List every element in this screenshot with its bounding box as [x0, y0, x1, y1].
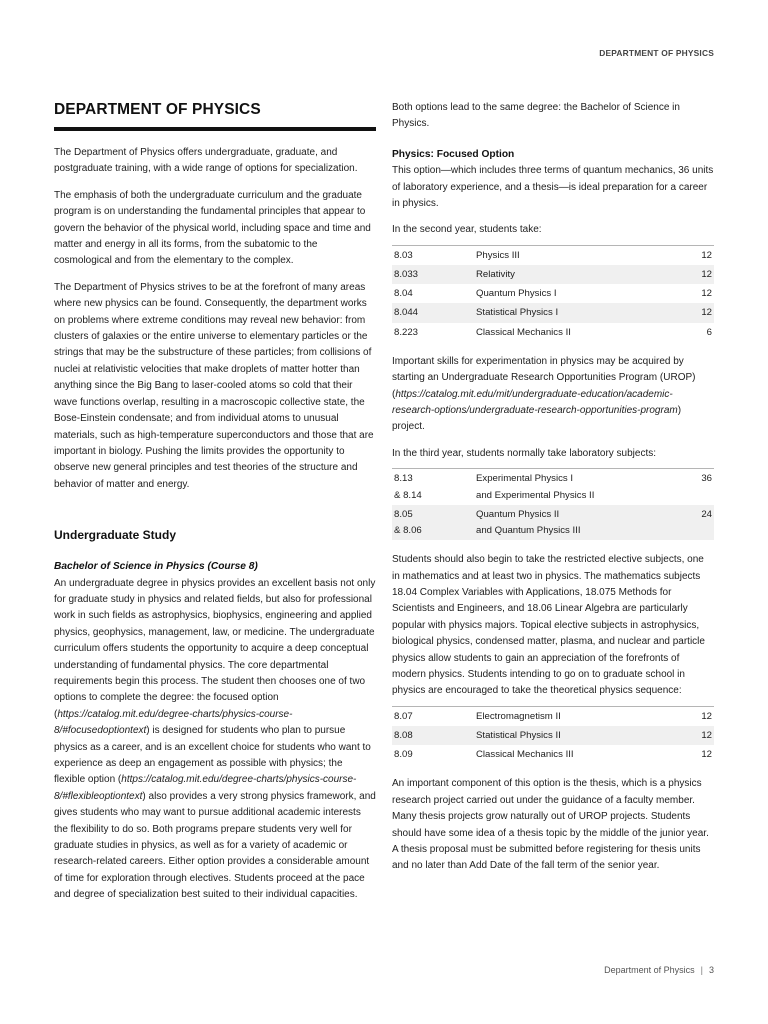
page-footer — [604, 962, 714, 978]
table-row — [392, 706, 714, 726]
second-year-intro: In the second year, students take: — [392, 224, 542, 236]
course-title: Quantum Physics I — [474, 284, 670, 303]
table-row — [392, 323, 714, 342]
course-number-2: & 8.14 — [394, 489, 422, 501]
course-title — [474, 469, 670, 505]
course-number — [392, 505, 474, 540]
undergraduate-study-heading: Undergraduate Study — [54, 528, 177, 543]
intro-paragraph-2: The emphasis of both the undergraduate curriculum and the graduate program is on understanding the fundamental principles that appear to govern the behavior of the physical world, including space and time and matter and energy in all its forms, from the subatomic to the cosmological and from the elementary to the complex. — [54, 189, 371, 267]
course-number: 8.03 — [392, 245, 474, 265]
right-column — [392, 100, 714, 885]
footer-separator: | — [700, 964, 703, 975]
flexible-option-link[interactable]: https://catalog.mit.edu/degree-charts/physics-course-8/#flexibleoptiontext — [54, 774, 357, 802]
course-number: 8.08 — [392, 726, 474, 745]
left-column — [54, 100, 376, 904]
course-units: 12 — [670, 726, 714, 745]
course-title: Classical Mechanics II — [474, 323, 670, 342]
course-title: Electromagnetism II — [474, 706, 670, 726]
urop-text-2: ) project. — [392, 405, 682, 433]
course-title: Physics III — [474, 245, 670, 265]
course-units: 24 — [670, 505, 714, 540]
bs-description — [54, 576, 376, 904]
urop-text-1: Important skills for experimentation in physics may be acquired by starting an Undergraduate Research Opportunities Program (UROP) ( — [392, 355, 696, 400]
course-title: Classical Mechanics III — [474, 745, 670, 764]
table-row — [392, 726, 714, 745]
focused-option-heading: Physics: Focused Option — [392, 148, 515, 160]
course-units: 12 — [670, 245, 714, 265]
course-title-1: Quantum Physics II — [476, 508, 560, 520]
thesis-paragraph: An important component of this option is the thesis, which is a physics research project carried out under the guidance of a faculty member. Many thesis projects grow naturally out of UROP projects. Students should have some idea of a thesis topic by the middle of the junior year. A thesis proposal must be submitted before registering for thesis units and no later than Add Date of the fall term of the senior year. — [392, 778, 709, 872]
course-title: Relativity — [474, 265, 670, 284]
focused-option-description: This option—which includes three terms of quantum mechanics, 36 units of laboratory experience, and a thesis—is ideal preparation for a career in physics. — [392, 165, 714, 210]
course-title-2: and Experimental Physics II — [476, 489, 595, 501]
table-row — [392, 745, 714, 764]
focused-option-link[interactable]: https://catalog.mit.edu/degree-charts/physics-course-8/#focusedoptiontext — [54, 708, 293, 737]
table-row — [392, 303, 714, 322]
urop-paragraph — [392, 354, 714, 436]
electives-paragraph: Students should also begin to take the restricted elective subjects, one in mathematics and at least two in physics. The mathematics subjects 18.04 Complex Variables with Applications, 18.075 Methods for Scientists and Engineers, and 18.06 Linear Algebra are particularly popular with physics majors. Topical elective subjects in astrophysics, biological physics, condensed matter, plasma, and nuclear and particle physics allow students to gain an appreciation of the forefronts of modern physics. Students intending to go on to graduate school in physics are encouraged to take the theoretical physics sequence: — [392, 554, 705, 697]
page-number: 3 — [708, 964, 714, 975]
course-number: 8.223 — [392, 323, 474, 342]
course-title-2: and Quantum Physics III — [476, 524, 581, 536]
course-number: 8.09 — [392, 745, 474, 764]
course-units: 36 — [670, 469, 714, 505]
course-number-2: & 8.06 — [394, 524, 422, 536]
course-number-1: 8.13 — [394, 473, 413, 485]
third-year-intro: In the third year, students normally take laboratory subjects: — [392, 447, 657, 459]
course-number: 8.044 — [392, 303, 474, 322]
intro-paragraph-1: The Department of Physics offers undergraduate, graduate, and postgraduate training, with a wide range of options for specialization. — [54, 147, 358, 175]
course-number — [392, 469, 474, 505]
intro-paragraph-3: The Department of Physics strives to be at the forefront of many areas where new physics can be found. Consequently, the department works on problems where extreme conditions may reveal new behavior: from clusters of galaxies or the entire universe to elementary particles or the strings that may be the substructure of these particles; from collisions of nuclei at relativistic velocities that make droplets of matter hotter than anything since the Big Bang to laser-cooled atoms so cold that their wave functions overlap, resulting in a macroscopic collective state, the Bose-Einstein condensate; and from individual atoms to unusual materials, such as high-temperature superconductors and those that are important in biology. Pushing the limits provides the opportunity to observe new general principles and test theories of the structure and behavior of matter and energy. — [54, 281, 374, 490]
table-row — [392, 284, 714, 303]
page-title: DEPARTMENT OF PHYSICS — [54, 100, 376, 131]
course-number: 8.07 — [392, 706, 474, 726]
course-title: Statistical Physics II — [474, 726, 670, 745]
course-number: 8.033 — [392, 265, 474, 284]
running-header: DEPARTMENT OF PHYSICS — [599, 48, 714, 58]
course-units: 12 — [670, 303, 714, 322]
course-units: 12 — [670, 265, 714, 284]
urop-link[interactable]: https://catalog.mit.edu/mit/undergraduate-education/academic-research-options/undergraduate-research-opportunities-program — [392, 388, 678, 417]
course-units: 6 — [670, 323, 714, 342]
course-units: 12 — [670, 284, 714, 303]
bs-text-1: An undergraduate degree in physics provides an excellent basis not only for graduate study in physics and related fields, but also for professional work in such fields as astrophysics, biophysics, engineering and applied physics, geophysics, management, law, or medicine. The undergraduate curriculum offers students the opportunity to acquire a deep conceptual understanding of fundamental physics. The core departmental requirements begin this process. The student then chooses one of two options to complete the degree: the focused option ( — [54, 577, 376, 720]
course-title-1: Experimental Physics I — [476, 473, 574, 485]
table-row — [392, 265, 714, 284]
course-number-1: 8.05 — [394, 508, 413, 520]
course-title: Statistical Physics I — [474, 303, 670, 322]
course-units: 12 — [670, 706, 714, 726]
second-year-table — [392, 245, 714, 342]
course-title — [474, 505, 670, 540]
table-row — [392, 245, 714, 265]
bs-physics-heading: Bachelor of Science in Physics (Course 8) — [54, 561, 258, 573]
bs-text-2: ) is designed for students who plan to pursue physics as a career, and is an excellent choice for students who want to experience as deep an engagement as possible with physics; the flexible option ( — [54, 725, 371, 786]
footer-label: Department of Physics — [604, 964, 695, 975]
table-row — [392, 505, 714, 540]
both-options-paragraph: Both options lead to the same degree: the Bachelor of Science in Physics. — [392, 102, 680, 130]
third-year-table — [392, 468, 714, 540]
bs-text-3: ) also provides a very strong physics framework, and gives students who may want to pursue additional academic interests the flexibility to do so. Both programs prepare students very well for graduate studies in physics, as well as for a variety of academic or research-related careers. Either option provides a considerable amount of time for exploration through electives. Students proceed at the pace and degree of specialization best suited to their individual capacities. — [54, 790, 376, 901]
theory-sequence-table — [392, 706, 714, 765]
course-units: 12 — [670, 745, 714, 764]
table-row — [392, 469, 714, 505]
course-number: 8.04 — [392, 284, 474, 303]
